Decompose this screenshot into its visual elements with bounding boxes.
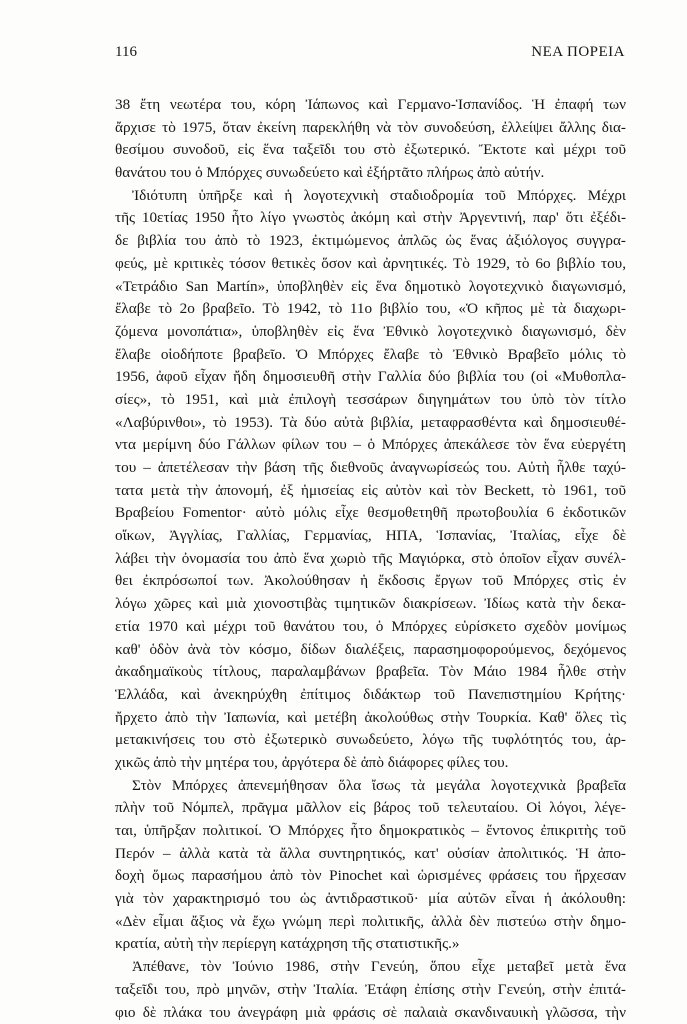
text-line: «Λαβύρινθοι», τὸ 1953). Τὰ δύο αὐτὰ βιβλία, μεταφρασθέντα καὶ δημοσιευθέ- xyxy=(115,413,626,431)
text-line: δε βιβλία του ἀπὸ τὸ 1923, ἐκτιμώμενος ἁπλῶς ὡς ἕνας ἀξιόλογος συγγρα- xyxy=(115,232,626,250)
text-line: ντα μερίμνη δύο Γάλλων φίλων του – ὁ Μπόρχες ἀπεκάλεσε τὸν ἕνα εὐεργέτη xyxy=(115,436,626,454)
text-line: μετακινήσεις του στὸ ἐξωτερικὸ συνωδεύετο, λόγω τῆς τυφλότητός του, ἀρ- xyxy=(115,731,626,749)
running-header-title: ΝΕΑ ΠΟΡΕΙΑ xyxy=(531,44,625,60)
text-line: ταξεῖδι του, πρὸ μηνῶν, στὴν Ἰταλία. Ἐτάφη ἐπίσης στὴν Γενεύη, στὴν ἐπιτά- xyxy=(115,980,626,998)
text-line: τῆς 10ετίας 1950 ἦτο λίγο γνωστὸς ἀκόμη καὶ στὴν Ἀργεντινή, παρ' ὅτι ἐξέδι- xyxy=(115,209,626,227)
paragraph-3 xyxy=(115,775,626,957)
text-line: Βραβείου Fomentor· αὐτὸ μόλις εἶχε θεσμοθετηθῆ πρωτοβουλία 6 ἐκδοτικῶν xyxy=(115,504,626,522)
text-line: τατα μετὰ τὴν ἀπονομή, ἐξ ἡμισείας εἰς αὐτὸν καὶ τὸν Beckett, τὸ 1961, τοῦ xyxy=(115,481,626,499)
text-line: Ἑλλάδα, καὶ ἀνεκηρύχθη ἐπίτιμος διδάκτωρ τοῦ Πανεπιστημίου Κρήτης· xyxy=(115,685,626,703)
text-line: θει ἐκπρόσωποί των. Ἀκολούθησαν ἡ ἔκδοσις ἔργων τοῦ Μπόρχες στὶς ἐν xyxy=(115,572,626,590)
text-line: «Δὲν εἶμαι ἄξιος νὰ ἔχω γνώμη περὶ πολιτικῆς, ἀλλὰ δὲν πιστεύω στὴν δημο- xyxy=(115,912,626,930)
text-line: ζόμενα μονοπάτια», ὑποβληθὲν εἰς ἕνα Ἐθνικὸ λογοτεχνικὸ διαγωνισμό, δὲν xyxy=(115,322,626,340)
text-line: του – ἀπετέλεσαν τὴν βάση τῆς διεθνοῦς ἀναγνωρίσεώς του. Αὐτὴ ἦλθε ταχύ- xyxy=(115,459,626,476)
text-line: λόγω χῶρες καὶ μιὰ χιονοστιβὰς τιμητικῶν διακρίσεων. Ἰδίως κατὰ τὴν δεκα- xyxy=(115,595,626,613)
text-line: καθ' ὁδὸν ἀνὰ τὸν κόσμο, δίδων διαλέξεις, παρασημοφορούμενος, δεχόμενος xyxy=(115,640,626,658)
text-line: σίες», τὸ 1951, καὶ μιὰ ἐπιλογὴ τεσσάρων διηγημάτων του ὑπὸ τὸν τίτλο xyxy=(115,390,626,408)
paragraph-1 xyxy=(115,94,626,185)
paragraph-2 xyxy=(115,185,626,775)
text-line: δοχὴ ὅμως παρασήμου ἀπὸ τὸν Pinochet καὶ ὡρισμένες φράσεις του ἤρχεσαν xyxy=(115,867,626,885)
paragraph-4 xyxy=(115,956,626,1024)
text-line: Περόν – ἀλλὰ κατὰ τὰ ἄλλα συντηρητικός, κατ' οὐσίαν ἀπολιτικός. Ἡ ἀπο- xyxy=(115,844,626,862)
text-line: ἄρχισε τὸ 1975, ὅταν ἐκείνη παρεκλήθη νὰ τὸν συνοδεύση, ἐλλείψει ἄλλης δια- xyxy=(115,118,626,136)
text-line: 1956, ἀφοῦ εἶχαν ἤδη δημοσιευθῆ στὴν Γαλλία δύο βιβλία του (οἱ «Μυθοπλα- xyxy=(115,368,626,386)
text-line: 38 ἔτη νεωτέρα του, κόρη Ἰάπωνος καὶ Γερμανο-Ἱσπανίδος. Ἡ ἐπαφή των xyxy=(115,96,626,113)
text-line: ἤρχετο ἀπὸ τὴν Ἰαπωνία, καὶ μετέβη ἀκολούθως στὴν Τουρκία. Καθ' ὅλες τὶς xyxy=(115,708,626,726)
text-line: ἔλαβε τὸ 2ο βραβεῖο. Τὸ 1942, τὸ 11ο βιβλίο του, «Ὁ κῆπος μὲ τὰ διαχωρι- xyxy=(115,300,626,318)
text-line: πλὴν τοῦ Νόμπελ, πρᾶγμα μᾶλλον εἰς βάρος τοῦ τελευταίου. Οἱ λόγοι, λέγε- xyxy=(115,799,626,817)
text-line: Στὸν Μπόρχες ἀπενεμήθησαν ὅλα ἴσως τὰ μεγάλα λογοτεχνικὰ βραβεῖα xyxy=(132,776,626,794)
text-line: «Τετράδιο San Martín», ὑποβληθὲν εἰς ἕνα δημοτικὸ λογοτεχνικὸ διαγωνισμό, xyxy=(115,277,626,295)
text-line: φιο δὲ πλάκα του ἀνεγράφη μιὰ φράσις σὲ παλαιὰ σκανδιναυικὴ γλῶσσα, τὴν xyxy=(115,1003,626,1021)
body-text xyxy=(115,94,626,1024)
text-line: φεύς, μὲ κριτικὲς τόσον θετικὲς ὅσον καὶ ἀρνητικές. Τὸ 1929, τὸ 6ο βιβλίο του, xyxy=(115,254,626,272)
text-line: γιὰ τὸν χαρακτηρισμό του ὡς ἀντιδραστικοῦ· μία αὐτῶν εἶναι ἡ ἀκόλουθη: xyxy=(115,890,626,908)
text-line: θεσίμου συνοδοῦ, εἰς ἕνα ταξεῖδι του στὸ ἐξωτερικό. Ἔκτοτε καὶ μέχρι τοῦ xyxy=(115,141,626,159)
text-line: οἴκων, Ἀγγλίας, Γαλλίας, Γερμανίας, ΗΠΑ, Ἱσπανίας, Ἰταλίας, εἶχε δὲ xyxy=(115,527,626,545)
text-line: ἔλαβε οἱοδήποτε βραβεῖο. Ὁ Μπόρχες ἔλαβε τὸ Ἐθνικὸ Βραβεῖο μόλις τὸ xyxy=(115,345,626,363)
text-line: Ἀπέθανε, τὸν Ἰούνιο 1986, στὴν Γενεύη, ὅπου εἶχε μεταβεῖ μετὰ ἕνα xyxy=(132,958,626,976)
text-line: λάβει τὴν ὀνομασία του ἀπὸ ἕνα χωριὸ τῆς Μαγιόρκα, στὸ ὁποῖον εἶχαν συνέλ- xyxy=(115,549,626,567)
text-line: Ἰδιότυπη ὑπῆρξε καὶ ἡ λογοτεχνικὴ σταδιοδρομία τοῦ Μπόρχες. Μέχρι xyxy=(132,186,626,204)
text-line: ἀκαδημαϊκοὺς τίτλους, παραλαμβάνων βραβεῖα. Τὸν Μάιο 1984 ἦλθε στὴν xyxy=(115,663,626,681)
text-line: κρατία, αὐτὴ τὴν περίεργη κατάχρηση τῆς στατιστικῆς.» xyxy=(115,935,460,953)
text-line: χικῶς ἀπὸ τὴν μητέρα του, ἀργότερα δὲ ἀπὸ διάφορες φίλες του. xyxy=(115,753,509,771)
text-line: ται, ὑπῆρξαν πολιτικοί. Ὁ Μπόρχες ἦτο δημοκρατικὸς – ἔντονος ἐπικριτὴς τοῦ xyxy=(115,822,626,839)
text-line: ετία 1970 καὶ μέχρι τοῦ θανάτου του, ὁ Μπόρχες εὑρίσκετο σχεδὸν μονίμως xyxy=(115,617,626,635)
page-number: 116 xyxy=(115,44,137,60)
text-line: θανάτου του ὁ Μπόρχες συνωδεύετο καὶ ἐξήρτᾶτο πλήρως ἀπὸ αὐτήν. xyxy=(115,164,545,182)
